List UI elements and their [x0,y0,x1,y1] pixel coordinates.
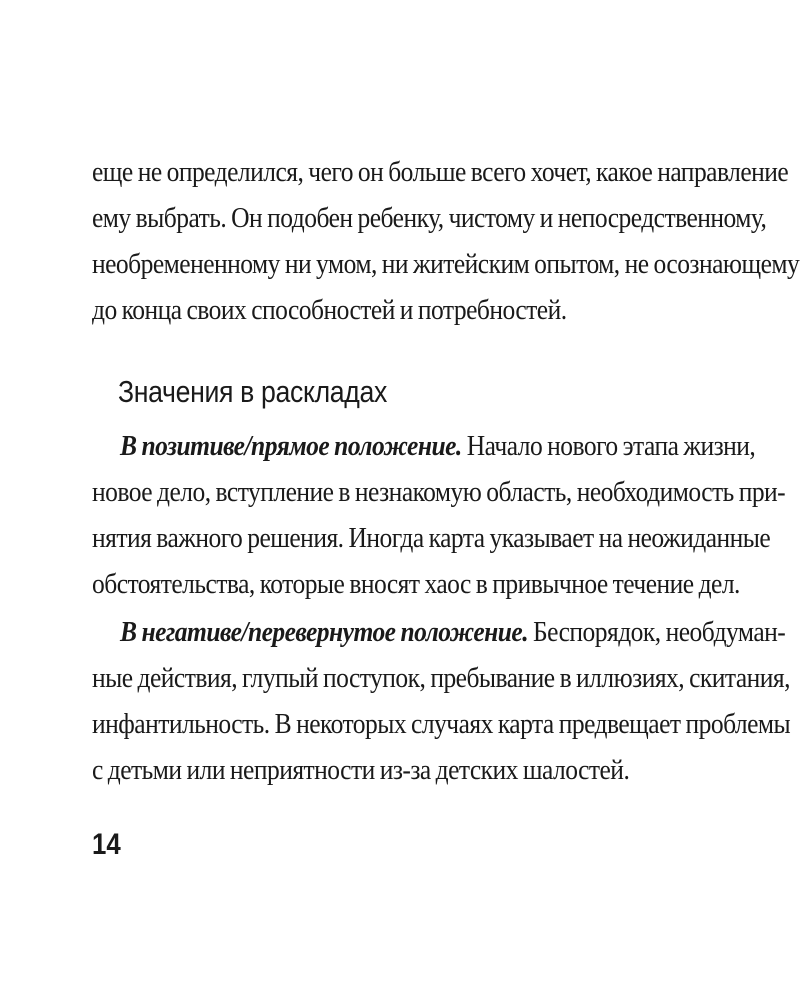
upright-lead: В позитиве/прямое положение. [120,430,462,462]
reversed-line-3: инфантильность. В некоторых случаях карта предвещает проблемы [92,708,791,740]
reversed-first-line-rest: Беспорядок, необдуман- [528,616,786,648]
upright-line-1 [120,424,755,469]
section-heading: Значения в раскладах [118,374,387,409]
upright-line-2: новое дело, вступление в незнакомую область, необходимость при- [92,476,786,508]
upright-first-line-rest: Начало нового этапа жизни, [461,430,756,462]
intro-line-1: еще не определился, чего он больше всего хочет, какое направление [92,156,789,188]
upright-line-4: обстоятельства, которые вносят хаос в привычное течение дел. [92,568,740,600]
reversed-line-1 [120,610,785,655]
intro-line-4: до конца своих способностей и потребностей. [92,294,567,326]
intro-line-2: ему выбрать. Он подобен ребенку, чистому и непосредственному, [92,202,767,234]
reversed-line-2: ные действия, глупый поступок, пребывание в иллюзиях, скитания, [92,662,790,694]
upright-line-3: нятия важного решения. Иногда карта указывает на неожиданные [92,522,771,554]
reversed-line-4: с детьми или неприятности из-за детских шалостей. [92,754,630,786]
intro-line-3: необремененному ни умом, ни житейским опытом, не осознающему [92,248,800,280]
page-number: 14 [92,828,121,861]
reversed-lead: В негативе/перевернутое положение. [120,616,529,648]
